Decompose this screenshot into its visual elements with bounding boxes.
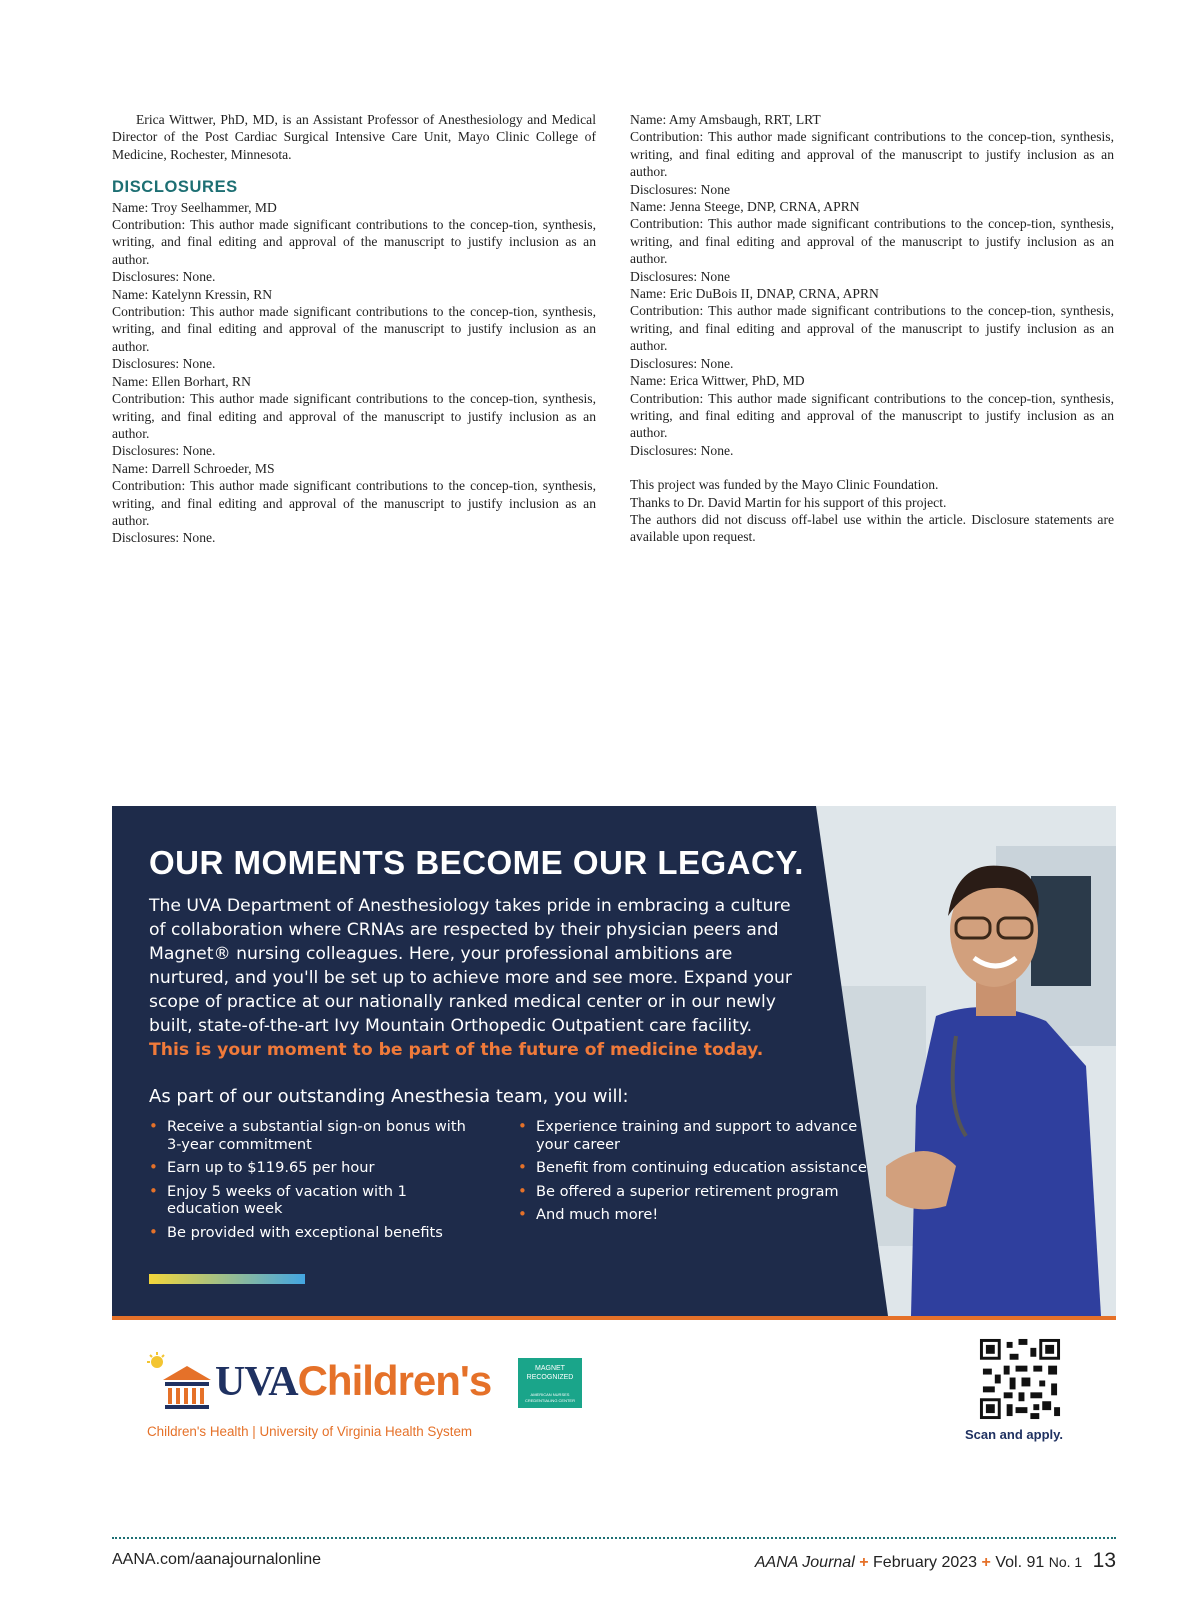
author-disclosures: Disclosures: None. (630, 355, 734, 371)
author-name: Name: Amy Amsbaugh, RRT, LRT (630, 112, 821, 127)
author-contribution: Contribution: This author made significant contributions to the concep-tion, synthesis, writing, and final editing and approval of the manuscript to justify inclusion as an author. (630, 390, 1114, 441)
qr-label: Scan and apply. (965, 1427, 1064, 1442)
author-name: Name: Eric DuBois II, DNAP, CRNA, APRN (630, 286, 879, 302)
author-contribution: Contribution: This author made significant contributions to the concep-tion, synthesis, writing, and final editing and approval of the manuscript to justify inclusion as an author. (112, 391, 596, 441)
childrens-wordmark: Children's (297, 1357, 492, 1404)
author-name: Name: Katelynn Kressin, RN (112, 286, 273, 302)
page-number: 13 (1092, 1549, 1116, 1572)
author-disclosures: Disclosures: None. (112, 530, 216, 546)
benefit-item: • Enjoy 5 weeks of vacation with 1 education week (149, 1183, 479, 1218)
issue-date: February 2023 (873, 1554, 978, 1571)
ad-headline: OUR MOMENTS BECOME OUR LEGACY. (149, 844, 804, 881)
author-contribution: Contribution: This author made significant contributions to the concep-tion, synthesis, writing, and final editing and approval of the manuscript to justify inclusion as an author. (112, 478, 596, 528)
benefit-item: • Experience training and support to advance your career (518, 1118, 878, 1153)
author-contribution: Contribution: This author made significant contributions to the concep-tion, synthesis, writing, and final editing and approval of the manuscript to justify inclusion as an author. (630, 129, 1114, 180)
benefit-item: • Be provided with exceptional benefits (149, 1224, 479, 1242)
author-contribution: Contribution: This author made significant contributions to the concep-tion, synthesis, writing, and final editing and approval of the manuscript to justify inclusion as an author. (112, 304, 596, 354)
building-sun-icon (147, 1352, 211, 1412)
uva-wordmark: UVA (215, 1359, 298, 1405)
benefit-item: • Be offered a superior retirement program (518, 1183, 878, 1201)
funding-statement: This project was funded by the Mayo Clinic Foundation. (630, 477, 939, 493)
disclosure-entry (112, 199, 596, 286)
disclosures-heading: DISCLOSURES (112, 178, 238, 197)
right-column (630, 111, 1114, 546)
author-name: Name: Troy Seelhammer, MD (112, 199, 277, 215)
magnet-badge-subtitle: RECOGNIZED (526, 1374, 574, 1381)
author-disclosures: Disclosures: None. (630, 442, 734, 458)
disclosure-entry (112, 286, 596, 373)
disclosure-entry (630, 372, 1114, 459)
disclosure-entry (112, 460, 596, 547)
author-contribution: Contribution: This author made significant contributions to the concep-tion, synthesis, writing, and final editing and approval of the manuscript to justify inclusion as an author. (112, 217, 596, 267)
benefit-item: • Receive a substantial sign-on bonus with 3-year commitment (149, 1118, 479, 1153)
qr-code-icon[interactable] (977, 1336, 1063, 1422)
author-contribution: Contribution: This author made significant contributions to the concep-tion, synthesis, writing, and final editing and approval of the manuscript to justify inclusion as an author. (630, 216, 1114, 267)
disclosure-entry (630, 111, 1114, 198)
benefit-item: • Benefit from continuing education assistance (518, 1159, 878, 1177)
uva-childrens-wordmark (215, 1357, 491, 1406)
footer-url[interactable]: AANA.com/aanajournalonline (112, 1551, 322, 1568)
benefit-item: • And much more! (518, 1206, 878, 1224)
author-name: Name: Jenna Steege, DNP, CRNA, APRN (630, 199, 860, 215)
uva-advertisement (112, 806, 1116, 1320)
benefits-list-left (149, 1118, 479, 1247)
benefits-list-right (518, 1118, 878, 1230)
spacer (630, 459, 1114, 476)
volume: Vol. 91 (995, 1554, 1045, 1571)
magnet-badge-title: MAGNET (535, 1365, 565, 1372)
plus-separator-icon: + (859, 1554, 869, 1571)
ad-cta: This is your moment to be part of the future of medicine today. (149, 1040, 764, 1060)
magnet-badge (518, 1358, 582, 1408)
ad-body (149, 894, 809, 1062)
author-name: Name: Ellen Borhart, RN (112, 373, 251, 389)
journal-name: AANA Journal (754, 1554, 855, 1571)
gradient-accent-bar (149, 1274, 305, 1284)
author-disclosures: Disclosures: None. (112, 443, 216, 459)
uva-childrens-logo (147, 1352, 492, 1439)
magnet-badge-small: AMERICAN NURSES CREDENTIALING CENTER (524, 1392, 575, 1403)
author-disclosures: Disclosures: None (630, 268, 731, 284)
left-column (112, 111, 596, 547)
author-bio: Erica Wittwer, PhD, MD, is an Assistant Professor of Anesthesiology and Medical Director of the Post Cardiac Surgical Intensive Care Unit, Mayo Clinic College of Medicine, Rochester, Minnesota. (112, 112, 596, 162)
plus-separator-icon: + (981, 1554, 991, 1571)
off-label-statement: The authors did not discuss off-label use within the article. Disclosure statements are available upon request. (630, 511, 1114, 545)
logo-tagline: Children's Health | University of Virginia Health System (147, 1424, 473, 1439)
author-disclosures: Disclosures: None (630, 181, 731, 197)
footer-citation (755, 1549, 1116, 1573)
orange-stripe (112, 1316, 1116, 1320)
author-contribution: Contribution: This author made significant contributions to the concep-tion, synthesis, writing, and final editing and approval of the manuscript to justify inclusion as an author. (630, 303, 1114, 354)
ad-subheading: As part of our outstanding Anesthesia team, you will: (149, 1086, 629, 1107)
disclosure-entry (630, 198, 1114, 285)
footer-divider (112, 1537, 1116, 1539)
benefit-item: • Earn up to $119.65 per hour (149, 1159, 479, 1177)
thanks-statement: Thanks to Dr. David Martin for his support of this project. (630, 494, 947, 510)
author-name: Name: Darrell Schroeder, MS (112, 460, 275, 476)
author-name: Name: Erica Wittwer, PhD, MD (630, 373, 805, 389)
issue-number: No. 1 (1048, 1554, 1083, 1570)
disclosure-entry (630, 285, 1114, 372)
author-disclosures: Disclosures: None. (112, 356, 216, 372)
ad-body-text: The UVA Department of Anesthesiology takes pride in embracing a culture of collaboration where CRNAs are respected by their physician peers and Magnet® nursing colleagues. Here, your professional ambitions are nurtured, and you'll be set up to achieve more and see more. Expand your scope of practice at our nationally ranked medical center or in our newly built, state-of-the-art Ivy Mountain Orthopedic Outpatient care facility. (149, 896, 792, 1036)
disclosure-entry (112, 373, 596, 460)
author-disclosures: Disclosures: None. (112, 269, 216, 285)
